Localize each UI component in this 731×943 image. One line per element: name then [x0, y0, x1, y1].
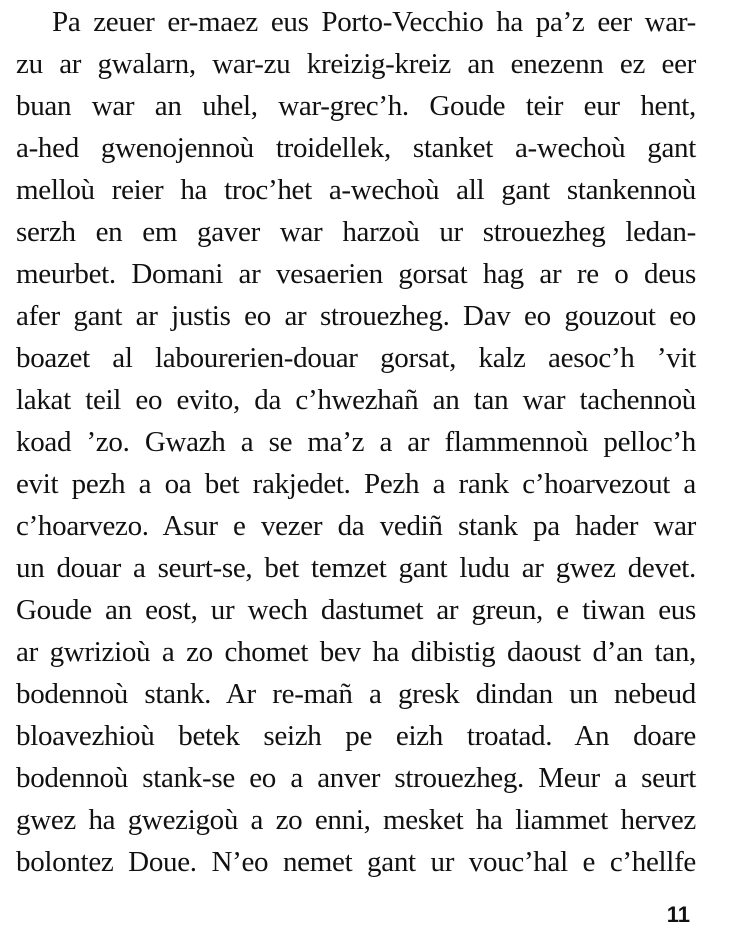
- text-line: buan war an uhel, war-grec’h. Goude teir eur hent,: [16, 90, 696, 122]
- text-line: ar gwrizioù a zo chomet bev ha dibistig daoust d’an tan,: [16, 636, 696, 668]
- text-line: bodennoù stank-se eo a anver strouezheg. Meur a seurt: [16, 762, 696, 794]
- text-line: afer gant ar justis eo ar strouezheg. Dav eo gouzout eo: [16, 300, 696, 332]
- text-line: koad ’zo. Gwazh a se ma’z a ar flammennoù pelloc’h: [16, 426, 696, 458]
- text-line: bloavezhioù betek seizh pe eizh troatad. An doare: [16, 720, 696, 752]
- text-line: un douar a seurt-se, bet temzet gant ludu ar gwez devet.: [16, 552, 696, 584]
- text-line: melloù reier ha troc’het a-wechoù all gant stankennoù: [16, 174, 696, 206]
- text-line: boazet al labourerien-douar gorsat, kalz aesoc’h ’vit: [16, 342, 696, 374]
- text-line: lakat teil eo evito, da c’hwezhañ an tan war tachennoù: [16, 384, 696, 416]
- text-line: serzh en em gaver war harzoù ur strouezheg ledan-: [16, 216, 696, 248]
- text-line: bolontez Doue. N’eo nemet gant ur vouc’hal e c’hellfe: [16, 846, 696, 878]
- text-line: gwez ha gwezigoù a zo enni, mesket ha liammet hervez: [16, 804, 696, 836]
- text-line: evit pezh a oa bet rakjedet. Pezh a rank c’hoarvezout a: [16, 468, 696, 500]
- text-line: a-hed gwenojennoù troidellek, stanket a-wechoù gant: [16, 132, 696, 164]
- text-line: meurbet. Domani ar vesaerien gorsat hag ar re o deus: [16, 258, 696, 290]
- page-number: 11: [666, 902, 690, 927]
- text-line: c’hoarvezo. Asur e vezer da vediñ stank pa hader war: [16, 510, 696, 542]
- text-line: Pa zeuer er-maez eus Porto-Vecchio ha pa’z eer war-: [52, 6, 696, 38]
- text-line: bodennoù stank. Ar re-mañ a gresk dindan un nebeud: [16, 678, 696, 710]
- text-line: zu ar gwalarn, war-zu kreizig-kreiz an enezenn ez eer: [16, 48, 696, 80]
- text-line: Goude an eost, ur wech dastumet ar greun, e tiwan eus: [16, 594, 696, 626]
